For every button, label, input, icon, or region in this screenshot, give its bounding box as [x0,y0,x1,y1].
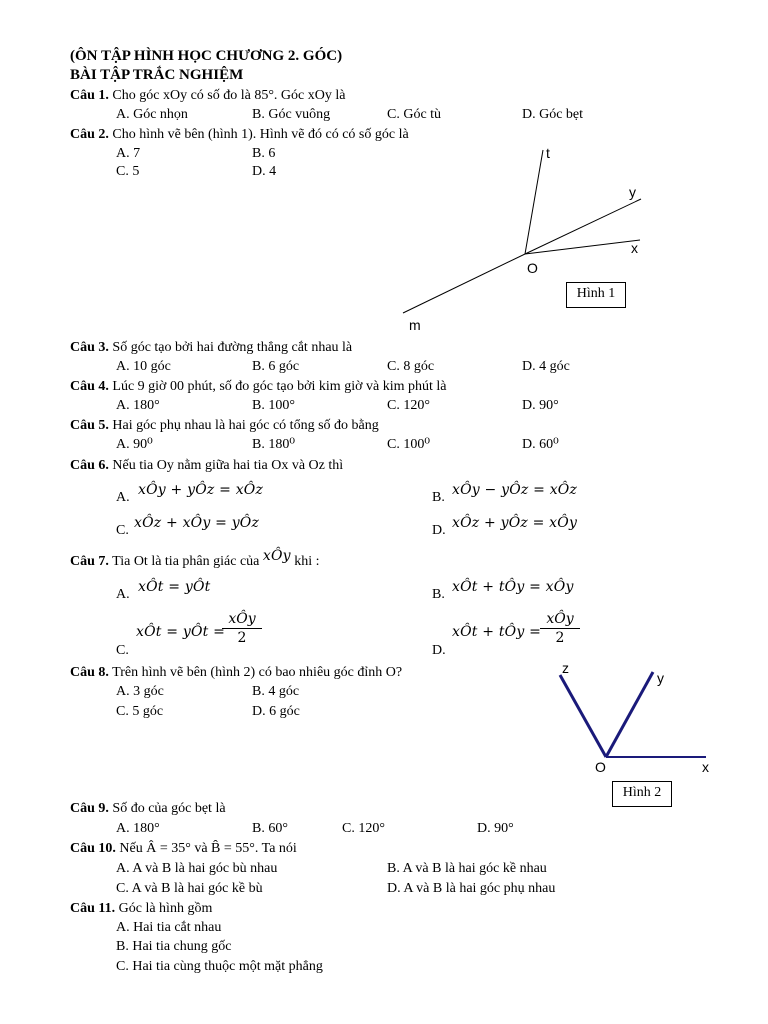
q6-option-a-label[interactable]: A. [116,490,130,505]
q8-option-a[interactable]: A. 3 góc [116,684,164,699]
question-text: Cho hình vẽ bên (hình 1). Hình vẽ đó có có số góc là [108,127,409,142]
q7-option-d-fraction [540,611,580,647]
q3-option-c[interactable]: C. 8 góc [387,359,435,374]
q1-option-a[interactable]: A. Góc nhọn [116,107,188,122]
q2-option-b[interactable]: B. 6 [252,146,276,161]
q11-option-a[interactable]: A. Hai tia cắt nhau [116,920,222,935]
q5-option-b[interactable]: B. 180⁰ [252,437,295,452]
q4-option-c[interactable]: C. 120° [387,398,430,413]
section-title: BÀI TẬP TRẮC NGHIỆM [70,67,244,83]
figure-1 [395,140,655,340]
question-4 [70,378,446,396]
q6-option-a-formula: xÔy + yÔz = xÔz [138,482,264,498]
question-text-end: khi : [290,554,320,569]
question-10 [70,840,297,858]
q6-option-d-formula: xÔz + yÔz = xÔy [452,515,578,531]
q9-option-c[interactable]: C. 120° [342,821,385,836]
q5-option-d[interactable]: D. 60⁰ [522,437,559,452]
q7-option-c-fraction [222,611,262,647]
q2-option-c[interactable]: C. 5 [116,164,140,179]
q7-option-d-label[interactable]: D. [432,643,446,658]
question-3 [70,339,352,357]
q7-option-c-label[interactable]: C. [116,643,129,658]
q3-option-b[interactable]: B. 6 góc [252,359,300,374]
q8-option-d[interactable]: D. 6 góc [252,704,300,719]
q6-option-c-formula: xÔz + xÔy = yÔz [134,515,260,531]
question-1 [70,87,345,105]
q11-option-c[interactable]: C. Hai tia cùng thuộc một mặt phẳng [116,959,323,974]
q4-option-a[interactable]: A. 180° [116,398,160,413]
q8-option-c[interactable]: C. 5 góc [116,704,164,719]
question-number: Câu 4. [70,379,109,394]
q7-option-b-formula: xÔt + tÔy = xÔy [452,579,574,595]
question-number: Câu 5. [70,418,109,433]
question-number: Câu 11. [70,901,116,916]
q2-option-d[interactable]: D. 4 [252,164,277,179]
q7-option-a-formula: xÔt = yÔt [138,579,211,595]
question-text: Tia Ot là tia phân giác của [108,554,260,569]
fraction-numerator: xÔy [222,611,262,629]
label-o: O [527,260,538,276]
question-text: Lúc 9 giờ 00 phút, số đo góc tạo bởi kim giờ và kim phút là [108,379,447,394]
question-number: Câu 10. [70,841,116,856]
question-6 [70,457,343,475]
q6-option-b-label[interactable]: B. [432,490,445,505]
label-y: y [629,184,636,200]
q1-option-b[interactable]: B. Góc vuông [252,107,331,122]
question-11 [70,900,212,918]
q7-option-b-label[interactable]: B. [432,587,445,602]
q1-option-d[interactable]: D. Góc bẹt [522,107,584,122]
question-2 [70,126,409,144]
question-number: Câu 6. [70,458,109,473]
ray-ot [525,150,543,254]
question-number: Câu 9. [70,801,109,816]
q10-option-d[interactable]: D. A và B là hai góc phụ nhau [387,881,556,896]
figure-1-caption: Hình 1 [566,282,626,308]
q7-angle-formula: xÔy [262,548,291,564]
ray-ox [525,240,640,254]
label-y: y [657,670,664,686]
question-5 [70,417,379,435]
question-text: Số góc tạo bởi hai đường thẳng cắt nhau là [108,340,353,355]
q3-option-d[interactable]: D. 4 góc [522,359,570,374]
question-text: Nếu Â = 35° và B̂ = 55°. Ta nói [115,841,297,856]
figure-2-caption: Hình 2 [612,781,672,807]
figure-2 [550,655,720,785]
question-text: Trên hình vẽ bên (hình 2) có bao nhiêu góc đỉnh O? [108,665,403,680]
q6-option-b-formula: xÔy − yÔz = xÔz [452,482,578,498]
question-text: Nếu tia Oy nằm giữa hai tia Ox và Oz thì [108,458,344,473]
q7-option-c-formula: xÔt = yÔt = [136,624,226,640]
q3-option-a[interactable]: A. 10 góc [116,359,171,374]
ray-oz [560,675,606,757]
label-m: m [409,317,421,333]
q7-option-d-formula: xÔt + tÔy = [452,624,542,640]
label-z: z [562,660,569,676]
q7-option-a-label[interactable]: A. [116,587,130,602]
fraction-denominator: 2 [237,630,247,646]
question-number: Câu 2. [70,127,109,142]
label-t: t [546,145,550,161]
question-number: Câu 1. [70,88,109,103]
q9-option-b[interactable]: B. 60° [252,821,288,836]
question-text: Cho góc xOy có số đo là 85°. Góc xOy là [108,88,346,103]
q9-option-a[interactable]: A. 180° [116,821,160,836]
q5-option-c[interactable]: C. 100⁰ [387,437,430,452]
q4-option-b[interactable]: B. 100° [252,398,295,413]
q6-option-c-label[interactable]: C. [116,523,129,538]
label-o: O [595,759,606,775]
question-number: Câu 8. [70,665,109,680]
question-text: Góc là hình gồm [115,901,213,916]
question-text: Hai góc phụ nhau là hai góc có tổng số đo bằng [108,418,379,433]
q4-option-d[interactable]: D. 90° [522,398,559,413]
q1-option-c[interactable]: C. Góc tù [387,107,442,122]
fraction-denominator: 2 [555,630,565,646]
q9-option-d[interactable]: D. 90° [477,821,514,836]
ray-oy [525,199,641,254]
question-7 [70,548,320,571]
question-number: Câu 7. [70,554,109,569]
q10-option-b[interactable]: B. A và B là hai góc kề nhau [387,861,547,876]
fraction-numerator: xÔy [540,611,580,629]
document-title: (ÔN TẬP HÌNH HỌC CHƯƠNG 2. GÓC) [70,48,343,64]
question-8 [70,664,402,682]
q2-option-a[interactable]: A. 7 [116,146,141,161]
question-9 [70,800,226,818]
label-x: x [631,240,638,256]
q6-option-d-label[interactable]: D. [432,523,446,538]
label-x: x [702,759,709,775]
ray-oy [606,672,653,757]
q5-option-a[interactable]: A. 90⁰ [116,437,153,452]
question-text: Số đo của góc bẹt là [108,801,226,816]
q11-option-b[interactable]: B. Hai tia chung gốc [116,939,232,954]
q10-option-a[interactable]: A. A và B là hai góc bù nhau [116,861,278,876]
q10-option-c[interactable]: C. A và B là hai góc kề bù [116,881,263,896]
q8-option-b[interactable]: B. 4 góc [252,684,300,699]
question-number: Câu 3. [70,340,109,355]
ray-om [403,254,525,313]
